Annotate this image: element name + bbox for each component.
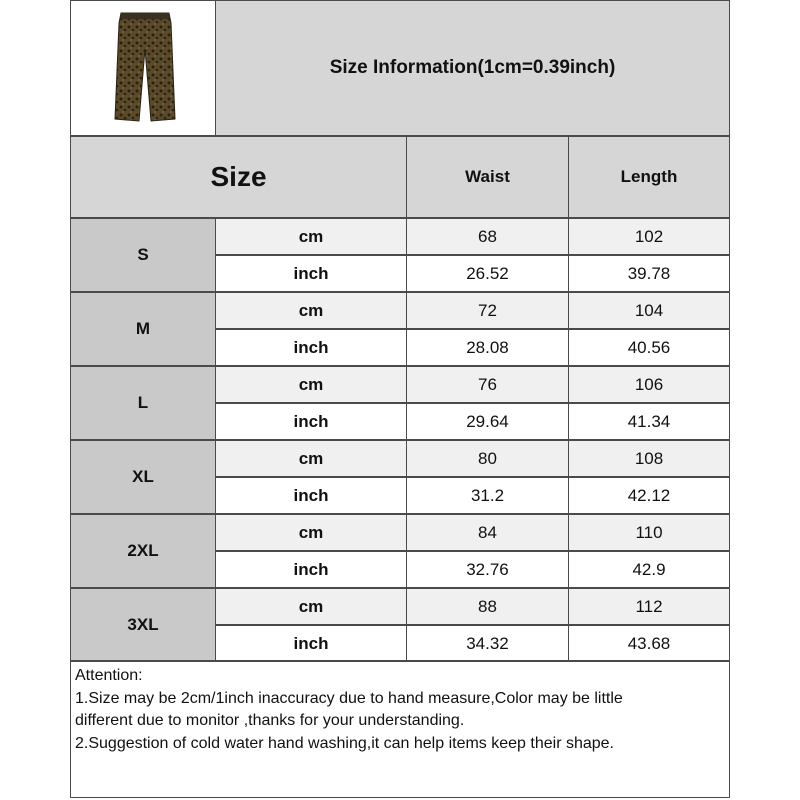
unit-inch-label: inch (215, 329, 407, 366)
length-inch-value: 39.78 (568, 255, 730, 292)
waist-inch-value: 31.2 (406, 477, 569, 514)
notes-heading: Attention: (75, 667, 143, 684)
chart-title: Size Information(1cm=0.39inch) (215, 0, 730, 136)
attention-notes (70, 660, 730, 798)
unit-cm-label: cm (215, 292, 407, 329)
unit-cm-label: cm (215, 218, 407, 255)
unit-inch-label: inch (215, 551, 407, 588)
waist-cm-value: 88 (406, 588, 569, 625)
unit-inch-label: inch (215, 255, 407, 292)
size-label: 3XL (70, 588, 216, 662)
waist-inch-value: 34.32 (406, 625, 569, 662)
waist-cm-value: 72 (406, 292, 569, 329)
waist-cm-value: 84 (406, 514, 569, 551)
waist-cm-value: 76 (406, 366, 569, 403)
size-label: M (70, 292, 216, 366)
size-label: 2XL (70, 514, 216, 588)
note-line: 1.Size may be 2cm/1inch inaccuracy due to hand measure,Color may be little (75, 689, 623, 707)
unit-inch-label: inch (215, 403, 407, 440)
length-cm-value: 112 (568, 588, 730, 625)
unit-inch-label: inch (215, 477, 407, 514)
unit-inch-label: inch (215, 625, 407, 662)
product-image (70, 0, 216, 136)
unit-cm-label: cm (215, 588, 407, 625)
waist-cm-value: 68 (406, 218, 569, 255)
length-inch-value: 40.56 (568, 329, 730, 366)
length-inch-value: 42.12 (568, 477, 730, 514)
column-header-waist: Waist (406, 136, 569, 218)
unit-cm-label: cm (215, 366, 407, 403)
waist-inch-value: 29.64 (406, 403, 569, 440)
unit-cm-label: cm (215, 440, 407, 477)
length-cm-value: 104 (568, 292, 730, 329)
length-cm-value: 106 (568, 366, 730, 403)
pants-icon (71, 1, 215, 135)
length-cm-value: 108 (568, 440, 730, 477)
length-inch-value: 42.9 (568, 551, 730, 588)
column-header-length: Length (568, 136, 730, 218)
waist-inch-value: 32.76 (406, 551, 569, 588)
length-inch-value: 41.34 (568, 403, 730, 440)
length-inch-value: 43.68 (568, 625, 730, 662)
size-label: S (70, 218, 216, 292)
size-label: XL (70, 440, 216, 514)
length-cm-value: 102 (568, 218, 730, 255)
size-label: L (70, 366, 216, 440)
waist-inch-value: 28.08 (406, 329, 569, 366)
waist-cm-value: 80 (406, 440, 569, 477)
waist-inch-value: 26.52 (406, 255, 569, 292)
note-line: 2.Suggestion of cold water hand washing,it can help items keep their shape. (75, 734, 614, 752)
note-line: different due to monitor ,thanks for your understanding. (75, 712, 465, 729)
length-cm-value: 110 (568, 514, 730, 551)
column-header-size: Size (70, 136, 407, 218)
unit-cm-label: cm (215, 514, 407, 551)
